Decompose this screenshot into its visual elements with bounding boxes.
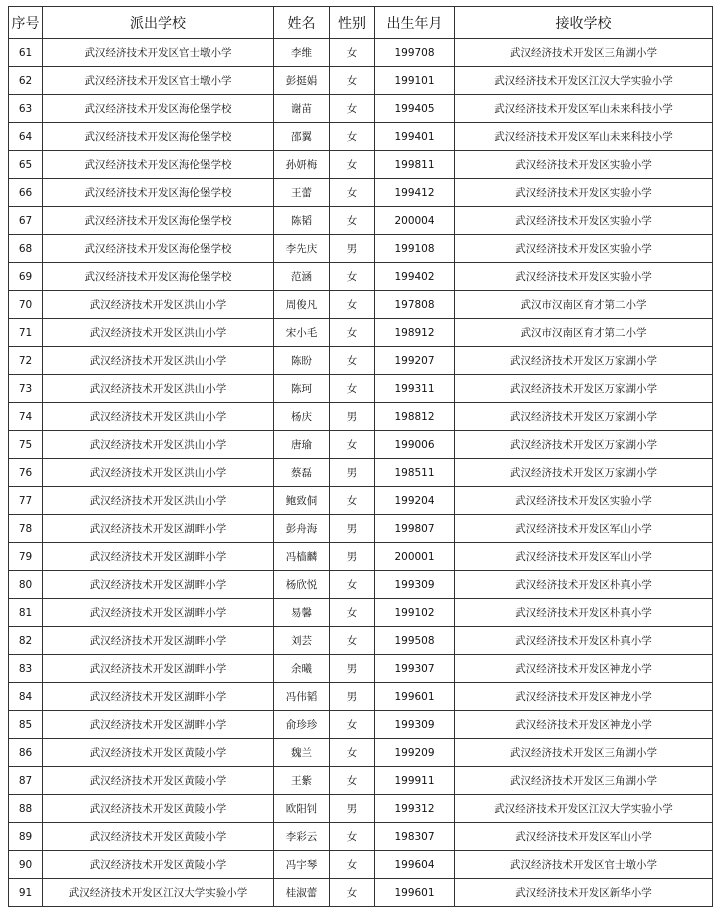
serial-number-cell: 90	[9, 851, 43, 879]
birth-date-cell: 199204	[375, 487, 455, 515]
birth-date-cell: 199309	[375, 571, 455, 599]
sending-school-cell: 武汉经济技术开发区湖畔小学	[43, 627, 274, 655]
name-cell: 宋小毛	[274, 319, 330, 347]
birth-date-cell: 199108	[375, 235, 455, 263]
birth-date-cell: 198912	[375, 319, 455, 347]
receiving-school-cell: 武汉经济技术开发区新华小学	[455, 879, 713, 907]
gender-cell: 女	[330, 767, 375, 795]
birth-date-cell: 198307	[375, 823, 455, 851]
gender-cell: 女	[330, 627, 375, 655]
name-cell: 彭挺娟	[274, 67, 330, 95]
serial-number-cell: 86	[9, 739, 43, 767]
table-row	[9, 795, 713, 823]
header-sending-school: 派出学校	[43, 7, 274, 39]
gender-cell: 男	[330, 655, 375, 683]
serial-number-cell: 87	[9, 767, 43, 795]
gender-cell: 男	[330, 543, 375, 571]
table-row	[9, 487, 713, 515]
table-row	[9, 851, 713, 879]
receiving-school-cell: 武汉经济技术开发区万家湖小学	[455, 403, 713, 431]
table-row	[9, 291, 713, 319]
serial-number-cell: 76	[9, 459, 43, 487]
gender-cell: 女	[330, 179, 375, 207]
serial-number-cell: 71	[9, 319, 43, 347]
receiving-school-cell: 武汉经济技术开发区万家湖小学	[455, 431, 713, 459]
birth-date-cell: 199508	[375, 627, 455, 655]
serial-number-cell: 61	[9, 39, 43, 67]
birth-date-cell: 199911	[375, 767, 455, 795]
serial-number-cell: 65	[9, 151, 43, 179]
table-row	[9, 67, 713, 95]
receiving-school-cell: 武汉经济技术开发区朴真小学	[455, 627, 713, 655]
sending-school-cell: 武汉经济技术开发区洪山小学	[43, 291, 274, 319]
name-cell: 陈珂	[274, 375, 330, 403]
serial-number-cell: 79	[9, 543, 43, 571]
serial-number-cell: 63	[9, 95, 43, 123]
serial-number-cell: 67	[9, 207, 43, 235]
sending-school-cell: 武汉经济技术开发区海伦堡学校	[43, 179, 274, 207]
gender-cell: 女	[330, 739, 375, 767]
sending-school-cell: 武汉经济技术开发区洪山小学	[43, 459, 274, 487]
serial-number-cell: 69	[9, 263, 43, 291]
receiving-school-cell: 武汉经济技术开发区实验小学	[455, 179, 713, 207]
birth-date-cell: 199101	[375, 67, 455, 95]
staff-transfer-table	[8, 6, 713, 907]
gender-cell: 女	[330, 599, 375, 627]
serial-number-cell: 84	[9, 683, 43, 711]
birth-date-cell: 199708	[375, 39, 455, 67]
receiving-school-cell: 武汉经济技术开发区实验小学	[455, 207, 713, 235]
birth-date-cell: 199601	[375, 683, 455, 711]
receiving-school-cell: 武汉经济技术开发区实验小学	[455, 487, 713, 515]
birth-date-cell: 199209	[375, 739, 455, 767]
serial-number-cell: 72	[9, 347, 43, 375]
table-header	[9, 7, 713, 39]
birth-date-cell: 199601	[375, 879, 455, 907]
serial-number-cell: 75	[9, 431, 43, 459]
table-row	[9, 263, 713, 291]
receiving-school-cell: 武汉经济技术开发区军山未来科技小学	[455, 123, 713, 151]
gender-cell: 女	[330, 123, 375, 151]
name-cell: 范涵	[274, 263, 330, 291]
birth-date-cell: 199006	[375, 431, 455, 459]
receiving-school-cell: 武汉市汉南区育才第二小学	[455, 319, 713, 347]
table-row	[9, 879, 713, 907]
table-row	[9, 151, 713, 179]
sending-school-cell: 武汉经济技术开发区黄陵小学	[43, 767, 274, 795]
gender-cell: 女	[330, 571, 375, 599]
birth-date-cell: 200004	[375, 207, 455, 235]
gender-cell: 女	[330, 291, 375, 319]
table-row	[9, 319, 713, 347]
name-cell: 彭舟海	[274, 515, 330, 543]
name-cell: 杨欣悦	[274, 571, 330, 599]
name-cell: 李维	[274, 39, 330, 67]
table-row	[9, 207, 713, 235]
gender-cell: 女	[330, 95, 375, 123]
birth-date-cell: 199401	[375, 123, 455, 151]
receiving-school-cell: 武汉经济技术开发区江汉大学实验小学	[455, 67, 713, 95]
receiving-school-cell: 武汉经济技术开发区军山小学	[455, 515, 713, 543]
name-cell: 冯樯麟	[274, 543, 330, 571]
table-row	[9, 39, 713, 67]
sending-school-cell: 武汉经济技术开发区江汉大学实验小学	[43, 879, 274, 907]
table-row	[9, 403, 713, 431]
receiving-school-cell: 武汉市汉南区育才第二小学	[455, 291, 713, 319]
table-row	[9, 599, 713, 627]
table-row	[9, 179, 713, 207]
serial-number-cell: 62	[9, 67, 43, 95]
sending-school-cell: 武汉经济技术开发区黄陵小学	[43, 795, 274, 823]
gender-cell: 男	[330, 403, 375, 431]
birth-date-cell: 199807	[375, 515, 455, 543]
name-cell: 俞珍珍	[274, 711, 330, 739]
receiving-school-cell: 武汉经济技术开发区神龙小学	[455, 683, 713, 711]
header-gender: 性别	[330, 7, 375, 39]
name-cell: 冯宇琴	[274, 851, 330, 879]
birth-date-cell: 198812	[375, 403, 455, 431]
sending-school-cell: 武汉经济技术开发区官士墩小学	[43, 39, 274, 67]
gender-cell: 女	[330, 263, 375, 291]
gender-cell: 男	[330, 795, 375, 823]
sending-school-cell: 武汉经济技术开发区洪山小学	[43, 487, 274, 515]
sending-school-cell: 武汉经济技术开发区湖畔小学	[43, 655, 274, 683]
sending-school-cell: 武汉经济技术开发区湖畔小学	[43, 543, 274, 571]
sending-school-cell: 武汉经济技术开发区黄陵小学	[43, 851, 274, 879]
sending-school-cell: 武汉经济技术开发区洪山小学	[43, 403, 274, 431]
sending-school-cell: 武汉经济技术开发区海伦堡学校	[43, 235, 274, 263]
name-cell: 周俊凡	[274, 291, 330, 319]
receiving-school-cell: 武汉经济技术开发区朴真小学	[455, 571, 713, 599]
serial-number-cell: 68	[9, 235, 43, 263]
name-cell: 鲍致侗	[274, 487, 330, 515]
birth-date-cell: 199311	[375, 375, 455, 403]
receiving-school-cell: 武汉经济技术开发区万家湖小学	[455, 375, 713, 403]
birth-date-cell: 200001	[375, 543, 455, 571]
gender-cell: 女	[330, 487, 375, 515]
name-cell: 冯伟韬	[274, 683, 330, 711]
table-row	[9, 739, 713, 767]
table-row	[9, 123, 713, 151]
birth-date-cell: 199402	[375, 263, 455, 291]
gender-cell: 男	[330, 683, 375, 711]
serial-number-cell: 73	[9, 375, 43, 403]
sending-school-cell: 武汉经济技术开发区洪山小学	[43, 431, 274, 459]
name-cell: 谢苗	[274, 95, 330, 123]
name-cell: 易馨	[274, 599, 330, 627]
gender-cell: 女	[330, 431, 375, 459]
header-receiving-school: 接收学校	[455, 7, 713, 39]
serial-number-cell: 80	[9, 571, 43, 599]
sending-school-cell: 武汉经济技术开发区湖畔小学	[43, 711, 274, 739]
gender-cell: 女	[330, 39, 375, 67]
table-row	[9, 235, 713, 263]
gender-cell: 女	[330, 375, 375, 403]
birth-date-cell: 199811	[375, 151, 455, 179]
name-cell: 桂淑蕾	[274, 879, 330, 907]
name-cell: 王紫	[274, 767, 330, 795]
table-row	[9, 823, 713, 851]
name-cell: 刘芸	[274, 627, 330, 655]
gender-cell: 男	[330, 235, 375, 263]
sending-school-cell: 武汉经济技术开发区洪山小学	[43, 319, 274, 347]
name-cell: 邵翼	[274, 123, 330, 151]
sending-school-cell: 武汉经济技术开发区海伦堡学校	[43, 95, 274, 123]
birth-date-cell: 199604	[375, 851, 455, 879]
birth-date-cell: 199309	[375, 711, 455, 739]
birth-date-cell: 197808	[375, 291, 455, 319]
name-cell: 李彩云	[274, 823, 330, 851]
serial-number-cell: 83	[9, 655, 43, 683]
serial-number-cell: 89	[9, 823, 43, 851]
gender-cell: 女	[330, 207, 375, 235]
sending-school-cell: 武汉经济技术开发区海伦堡学校	[43, 151, 274, 179]
name-cell: 陈韬	[274, 207, 330, 235]
sending-school-cell: 武汉经济技术开发区海伦堡学校	[43, 207, 274, 235]
birth-date-cell: 199102	[375, 599, 455, 627]
receiving-school-cell: 武汉经济技术开发区实验小学	[455, 235, 713, 263]
table-row	[9, 95, 713, 123]
birth-date-cell: 199307	[375, 655, 455, 683]
birth-date-cell: 199312	[375, 795, 455, 823]
table-body	[9, 39, 713, 907]
table-row	[9, 515, 713, 543]
receiving-school-cell: 武汉经济技术开发区军山未来科技小学	[455, 95, 713, 123]
receiving-school-cell: 武汉经济技术开发区官士墩小学	[455, 851, 713, 879]
receiving-school-cell: 武汉经济技术开发区三角湖小学	[455, 739, 713, 767]
header-birth-date: 出生年月	[375, 7, 455, 39]
serial-number-cell: 85	[9, 711, 43, 739]
receiving-school-cell: 武汉经济技术开发区神龙小学	[455, 655, 713, 683]
name-cell: 王蕾	[274, 179, 330, 207]
serial-number-cell: 82	[9, 627, 43, 655]
name-cell: 孙妍梅	[274, 151, 330, 179]
name-cell: 杨庆	[274, 403, 330, 431]
serial-number-cell: 88	[9, 795, 43, 823]
birth-date-cell: 198511	[375, 459, 455, 487]
receiving-school-cell: 武汉经济技术开发区军山小学	[455, 543, 713, 571]
receiving-school-cell: 武汉经济技术开发区三角湖小学	[455, 767, 713, 795]
sending-school-cell: 武汉经济技术开发区海伦堡学校	[43, 263, 274, 291]
serial-number-cell: 64	[9, 123, 43, 151]
header-row	[9, 7, 713, 39]
gender-cell: 女	[330, 711, 375, 739]
receiving-school-cell: 武汉经济技术开发区江汉大学实验小学	[455, 795, 713, 823]
gender-cell: 女	[330, 319, 375, 347]
table-row	[9, 767, 713, 795]
gender-cell: 女	[330, 851, 375, 879]
receiving-school-cell: 武汉经济技术开发区实验小学	[455, 151, 713, 179]
sending-school-cell: 武汉经济技术开发区湖畔小学	[43, 683, 274, 711]
gender-cell: 女	[330, 67, 375, 95]
table-row	[9, 683, 713, 711]
receiving-school-cell: 武汉经济技术开发区朴真小学	[455, 599, 713, 627]
receiving-school-cell: 武汉经济技术开发区实验小学	[455, 263, 713, 291]
birth-date-cell: 199207	[375, 347, 455, 375]
sending-school-cell: 武汉经济技术开发区湖畔小学	[43, 515, 274, 543]
sending-school-cell: 武汉经济技术开发区洪山小学	[43, 347, 274, 375]
name-cell: 蔡磊	[274, 459, 330, 487]
serial-number-cell: 70	[9, 291, 43, 319]
header-serial-number: 序号	[9, 7, 43, 39]
sending-school-cell: 武汉经济技术开发区湖畔小学	[43, 599, 274, 627]
name-cell: 李先庆	[274, 235, 330, 263]
gender-cell: 女	[330, 347, 375, 375]
birth-date-cell: 199412	[375, 179, 455, 207]
serial-number-cell: 66	[9, 179, 43, 207]
serial-number-cell: 78	[9, 515, 43, 543]
sending-school-cell: 武汉经济技术开发区湖畔小学	[43, 571, 274, 599]
table-row	[9, 459, 713, 487]
name-cell: 陈盼	[274, 347, 330, 375]
sending-school-cell: 武汉经济技术开发区海伦堡学校	[43, 123, 274, 151]
name-cell: 魏兰	[274, 739, 330, 767]
gender-cell: 女	[330, 879, 375, 907]
receiving-school-cell: 武汉经济技术开发区三角湖小学	[455, 39, 713, 67]
serial-number-cell: 91	[9, 879, 43, 907]
serial-number-cell: 77	[9, 487, 43, 515]
serial-number-cell: 81	[9, 599, 43, 627]
table-row	[9, 375, 713, 403]
birth-date-cell: 199405	[375, 95, 455, 123]
receiving-school-cell: 武汉经济技术开发区军山小学	[455, 823, 713, 851]
gender-cell: 女	[330, 151, 375, 179]
sending-school-cell: 武汉经济技术开发区黄陵小学	[43, 823, 274, 851]
gender-cell: 女	[330, 823, 375, 851]
table-row	[9, 543, 713, 571]
table-row	[9, 347, 713, 375]
receiving-school-cell: 武汉经济技术开发区神龙小学	[455, 711, 713, 739]
table-row	[9, 655, 713, 683]
table-row	[9, 431, 713, 459]
receiving-school-cell: 武汉经济技术开发区万家湖小学	[455, 459, 713, 487]
serial-number-cell: 74	[9, 403, 43, 431]
name-cell: 唐瑜	[274, 431, 330, 459]
name-cell: 余曦	[274, 655, 330, 683]
gender-cell: 男	[330, 515, 375, 543]
sending-school-cell: 武汉经济技术开发区黄陵小学	[43, 739, 274, 767]
name-cell: 欧阳钊	[274, 795, 330, 823]
table-row	[9, 627, 713, 655]
sending-school-cell: 武汉经济技术开发区官士墩小学	[43, 67, 274, 95]
gender-cell: 男	[330, 459, 375, 487]
sending-school-cell: 武汉经济技术开发区洪山小学	[43, 375, 274, 403]
table-row	[9, 571, 713, 599]
table-row	[9, 711, 713, 739]
receiving-school-cell: 武汉经济技术开发区万家湖小学	[455, 347, 713, 375]
header-name: 姓名	[274, 7, 330, 39]
